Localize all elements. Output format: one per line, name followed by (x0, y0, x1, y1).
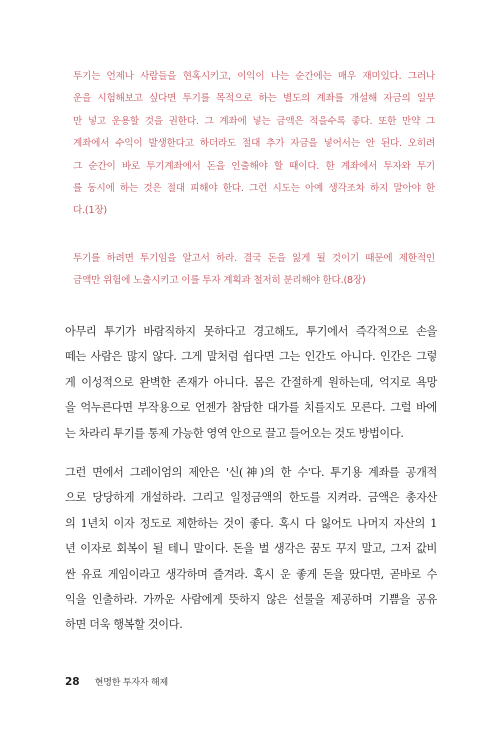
page-number: 28 (65, 676, 80, 688)
quote-line: 만 넣고 운용할 것을 권한다. 그 계좌에 넣는 금액은 적을수록 좋다. 또한 만약 그 (73, 115, 435, 127)
highlighted-quote-1 (73, 66, 435, 223)
paragraph-line: 으로 당당하게 개설하라. 그리고 일정금액의 한도를 지켜라. 금액은 총자산 (65, 491, 437, 505)
quote-line: 다.(1장) (73, 205, 107, 217)
quote-line: 운을 시험해보고 싶다면 투기를 목적으로 하는 별도의 계좌를 개설해 자금의 일부 (73, 93, 435, 105)
highlighted-quote-2 (73, 248, 435, 292)
paragraph-line: 년 이자로 회복이 될 테니 말이다. 돈을 벌 생각은 꿈도 꾸지 말고, 그저 값비 (65, 542, 437, 556)
quote-line: 계좌에서 수익이 발생한다고 하더라도 절대 추가 자금을 넣어서는 안 된다. 오히려 (73, 138, 435, 150)
paragraph-line: 아무리 투기가 바람직하지 못하다고 경고해도, 투기에서 즉각적으로 손을 (65, 325, 437, 338)
paragraph-line: 하면 더욱 행복할 것이다. (65, 618, 183, 632)
paragraph-line: 는 차라리 투기를 통제 가능한 영역 안으로 끌고 들어오는 것도 방법이다. (65, 426, 404, 440)
quote-line: 금액만 위험에 노출시키고 이를 투자 계획과 철저히 분리해야 한다.(8장) (73, 275, 366, 286)
page-footer (65, 672, 168, 688)
paragraph-line: 익을 인출하라. 가까운 사람에게 뜻하지 않은 선물을 제공하며 기쁨을 공유 (65, 592, 437, 606)
paragraph-line: 을 억누른다면 부작용으로 언젠가 참담한 대가를 치를지도 모른다. 그럴 바에 (65, 401, 437, 415)
paragraph-line: 떼는 사람은 많지 않다. 그게 말처럼 쉽다면 그는 인간도 아니다. 인간은 그렇 (65, 350, 437, 364)
quote-line: 투기를 하려면 투기임을 알고서 하라. 결국 돈을 잃게 될 것이기 때문에 제한적인 (73, 253, 435, 264)
quote-line: 그 순간이 바로 투기계좌에서 돈을 인출해야 할 때이다. 한 계좌에서 투자와 투기 (73, 160, 435, 172)
body-paragraph-2 (65, 460, 437, 638)
running-book-title: 현명한 투자자 해제 (94, 678, 168, 688)
quote-line: 투기는 언제나 사람들을 현혹시키고, 이익이 나는 순간에는 매우 재미있다. 그러나 (73, 71, 435, 82)
paragraph-line: 의 1년치 이자 정도로 제한하는 것이 좋다. 혹시 다 잃어도 나머지 자산의 1 (65, 516, 437, 530)
paragraph-line: 그런 면에서 그레이엄의 제안은 '신(神)의 한 수'다. 투기용 계좌를 공개적 (65, 466, 437, 479)
paragraph-line: 싼 유료 게임이라고 생각하며 즐겨라. 혹시 운 좋게 돈을 땄다면, 곧바로 수 (65, 567, 437, 581)
paragraph-line: 게 이성적으로 완벽한 존재가 아니다. 몸은 간절하게 원하는데, 억지로 욕망 (65, 375, 437, 389)
body-paragraph-1 (65, 319, 437, 446)
quote-line: 를 동시에 하는 것은 절대 피해야 한다. 그런 시도는 아예 생각조차 하지 말아야 한 (73, 182, 435, 194)
